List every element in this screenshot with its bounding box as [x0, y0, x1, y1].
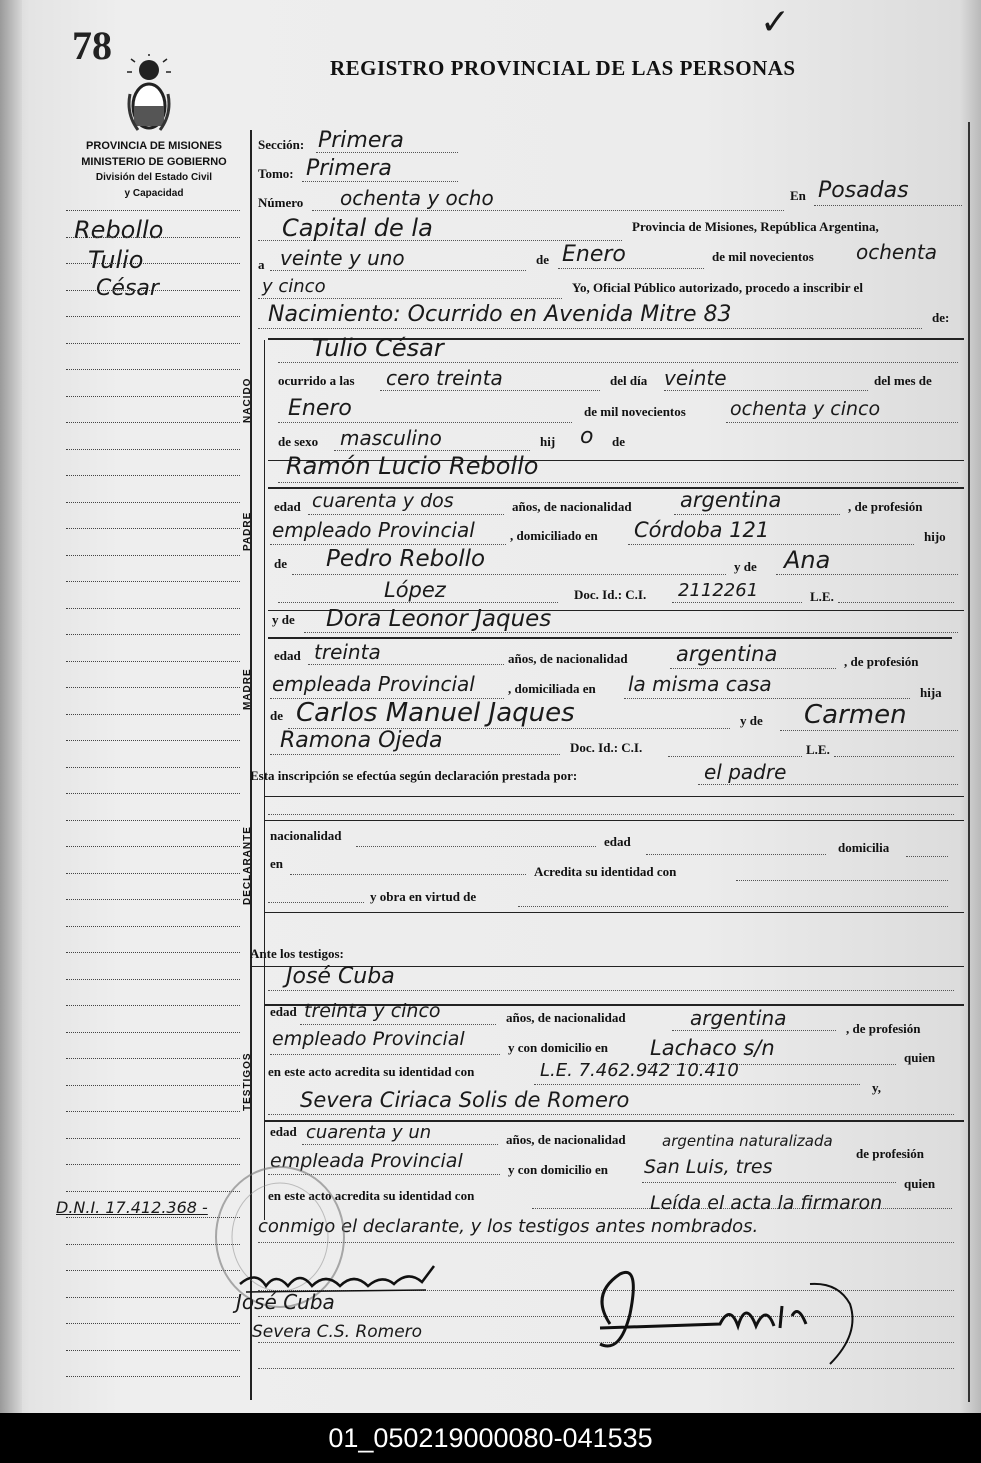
nacido-sexo-line	[334, 450, 530, 451]
margin-ruled-line	[66, 952, 240, 953]
declarante-virtud-label: y obra en virtud de	[370, 889, 477, 904]
margin-ruled-line	[66, 608, 240, 609]
declarante-nombre-line	[268, 814, 954, 815]
nacido-hora-line	[380, 390, 600, 391]
padre-madre-de: Ana	[784, 546, 831, 574]
declarante-virtud-line-2	[518, 906, 948, 907]
padre-nac-label: años, de nacionalidad	[512, 499, 632, 514]
testigo1-dom-label: y con domicilio en	[508, 1040, 609, 1055]
madre-edad-label: edad	[274, 648, 301, 663]
declarante-acredita-line	[736, 880, 948, 881]
margin-surname: Rebollo	[74, 216, 164, 244]
testigo2-edad-label: edad	[270, 1124, 297, 1139]
padre-padre-de: Pedro Rebollo	[326, 546, 486, 572]
testigo1-acredita-label: en este acto acredita su identidad con	[268, 1064, 475, 1079]
margin-ruled-line	[66, 1323, 240, 1324]
madre-y-de-label: y de	[272, 612, 295, 627]
margin-ruled-line	[66, 1085, 240, 1086]
declaracion-value: el padre	[704, 760, 787, 784]
signature-oficial-icon	[570, 1254, 870, 1374]
declarante-nac-label: nacionalidad	[270, 828, 342, 843]
padre-edad-label: edad	[274, 499, 301, 514]
section-nacido: NACIDO	[242, 377, 253, 423]
margin-ruled-line	[66, 581, 240, 582]
margin-name-1: Tulio	[88, 246, 144, 274]
testigo2-prof: empleada Provincial	[270, 1150, 463, 1172]
section-madre: MADRE	[242, 668, 253, 710]
testigo1-prof-label: , de profesión	[846, 1021, 921, 1036]
oficial-text: Yo, Oficial Público autorizado, procedo a inscribir el	[572, 280, 863, 295]
padre-edad-value: cuarenta y dos	[312, 490, 454, 512]
nacido-mes-line	[278, 422, 572, 423]
testigo1-edad: treinta y cinco	[304, 1000, 441, 1022]
fecha-de-label: de	[536, 252, 549, 267]
madre-doc-line	[668, 756, 802, 757]
fecha-mes-line	[558, 268, 704, 269]
padre-doc-value: 2112261	[678, 580, 759, 601]
nacido-sexo-label: de sexo	[278, 434, 319, 449]
fecha-dia-line	[270, 270, 526, 271]
testigo2-quien-label: quien	[904, 1176, 936, 1191]
padre-dom-value: Córdoba 121	[634, 518, 770, 542]
declarante-en-label: en	[270, 856, 283, 871]
nacido-de-label: de	[612, 434, 625, 449]
madre-madrede2-line	[270, 754, 560, 755]
nacido-mes-value: Enero	[288, 396, 352, 421]
declarante-edad-label: edad	[604, 834, 631, 849]
madre-hija-label: hija	[920, 685, 942, 700]
margin-name-2: César	[96, 276, 159, 301]
padre-le-line	[838, 602, 954, 603]
padre-prof-line	[270, 544, 506, 545]
footer-barcode-text: 01_050219000080-041535	[0, 1413, 981, 1463]
numero-value: ochenta y ocho	[340, 186, 494, 210]
madre-de-label: de	[270, 708, 283, 723]
padre-madre-de-2: López	[384, 578, 446, 602]
margin-ruled-line	[66, 475, 240, 476]
cierre-line-2: conmigo el declarante, y los testigos antes nombrados.	[258, 1216, 759, 1237]
testigo1-prof: empleado Provincial	[272, 1028, 465, 1050]
padre-le-label: L.E.	[810, 589, 834, 604]
acta-value: Nacimiento: Ocurrido en Avenida Mitre 83	[268, 302, 732, 327]
testigo1-prof-line	[270, 1054, 500, 1055]
madre-nombre: Dora Leonor Jaques	[326, 606, 552, 632]
madre-y-de2-label: y de	[740, 713, 763, 728]
margin-ruled-line	[66, 1058, 240, 1059]
issuer-line-1: PROVINCIA DE MISIONES	[86, 140, 222, 152]
coat-of-arms-icon	[126, 54, 172, 136]
issuer-block	[60, 138, 248, 202]
margin-ruled-line	[66, 820, 240, 821]
margin-ruled-line	[66, 740, 240, 741]
margin-ruled-line	[66, 237, 240, 238]
margin-ruled-line	[66, 502, 240, 503]
madre-le-line	[834, 756, 954, 757]
declaracion-line	[698, 784, 958, 785]
madre-nombre-line	[304, 632, 958, 633]
acta-line	[258, 328, 922, 329]
testigo1-edad-label: edad	[270, 1004, 297, 1019]
rule-padre-name	[268, 487, 964, 489]
padre-hijo-label: hijo	[924, 529, 946, 544]
tomo-line	[302, 181, 458, 182]
padre-dom-label: , domiciliado en	[510, 528, 598, 543]
rule-declarante-top	[264, 796, 964, 797]
fecha-mes-value: Enero	[562, 242, 626, 267]
numero-line	[312, 210, 784, 211]
madre-doc-label: Doc. Id.: C.I.	[570, 740, 643, 755]
testigo2-dom-label: y con domicilio en	[508, 1162, 609, 1177]
provincia-text: Provincia de Misiones, República Argentina,	[632, 219, 879, 234]
madre-prof-value: empleada Provincial	[272, 672, 475, 696]
seccion-label: Sección:	[258, 137, 305, 152]
padre-nombre: Ramón Lucio Rebollo	[286, 452, 539, 480]
padre-doc-line	[672, 602, 802, 603]
testigo1-nac-line	[672, 1030, 836, 1031]
fecha-a-label: a	[258, 257, 265, 272]
fecha-dia-value: veinte y uno	[280, 246, 405, 270]
margin-ruled-line	[66, 979, 240, 980]
nacido-nombre-line	[278, 362, 958, 363]
fecha-anio-value: ochenta	[856, 240, 937, 264]
testigo1-nombre-line	[268, 990, 954, 991]
margin-ruled-line	[66, 714, 240, 715]
testigo1-dom: Lachaco s/n	[650, 1036, 775, 1060]
nacido-sexo-value: masculino	[340, 426, 442, 450]
margin-ruled-line	[66, 687, 240, 688]
firma-testigo-1: José Cuba	[236, 1290, 335, 1314]
margin-ruled-line	[66, 899, 240, 900]
issuer-line-3: División del Estado Civil	[95, 172, 213, 183]
declarante-dom-label: domicilia	[838, 840, 890, 855]
madre-madre-de-2: Ramona Ojeda	[280, 728, 443, 753]
declarante-virtud-line-1	[268, 902, 364, 903]
margin-ruled-line	[66, 422, 240, 423]
padre-nac-line	[674, 514, 840, 515]
margin-ruled-line	[66, 846, 240, 847]
fecha-anio-label: de mil novecientos	[712, 249, 814, 264]
margin-ruled-line	[66, 528, 240, 529]
nacido-anio-line	[726, 422, 958, 423]
testigo2-prof-label: de profesión	[856, 1146, 925, 1161]
margin-ruled-line	[66, 926, 240, 927]
madre-madre-de: Carmen	[804, 700, 907, 730]
en-value: Posadas	[818, 178, 909, 203]
margin-ruled-line	[66, 767, 240, 768]
margin-ruled-line	[66, 634, 240, 635]
testigo2-nac: argentina naturalizada	[662, 1132, 833, 1150]
madre-dom-value: la misma casa	[628, 672, 772, 696]
nacido-nombre: Tulio César	[312, 334, 444, 362]
margin-ruled-line	[66, 1032, 240, 1033]
margin-ruled-line	[66, 1005, 240, 1006]
section-testigos: TESTIGOS	[242, 1052, 253, 1112]
testigo2-nombre-line	[268, 1114, 954, 1115]
margin-ruled-line	[66, 555, 240, 556]
page-edge	[0, 0, 22, 1413]
margin-ruled-line	[66, 396, 240, 397]
padre-madrede-line	[776, 574, 958, 575]
declarante-acredita-label: Acredita su identidad con	[534, 864, 677, 879]
madre-nac-value: argentina	[676, 642, 778, 666]
nacido-hij-value: o	[580, 424, 594, 449]
padre-doc-label: Doc. Id.: C.I.	[574, 587, 647, 602]
nacido-mes-label: del mes de	[874, 373, 932, 388]
madre-edad-line	[308, 664, 504, 665]
nacido-dia-value: veinte	[664, 366, 727, 390]
testigos-ante-label: Ante los testigos:	[250, 946, 344, 961]
seccion-value: Primera	[318, 128, 404, 153]
madre-nac-line	[670, 668, 836, 669]
section-padre: PADRE	[242, 511, 253, 551]
declarante-edad-line	[646, 854, 826, 855]
margin-ruled-line	[66, 263, 240, 264]
testigo2-dom: San Luis, tres	[644, 1156, 773, 1178]
margin-ruled-line	[66, 793, 240, 794]
margin-ruled-line	[66, 1350, 240, 1351]
margin-ruled-line	[66, 343, 240, 344]
madre-madrede-line	[780, 730, 958, 731]
nacido-hora-value: cero treinta	[386, 366, 503, 390]
padre-prof-label: , de profesión	[848, 499, 923, 514]
testigo1-nombre: José Cuba	[286, 964, 395, 989]
testigo2-dom-line	[642, 1182, 896, 1183]
padre-y-de-label: y de	[734, 559, 757, 574]
margin-dni: D.N.I. 17.412.368 -	[56, 1198, 208, 1217]
section-declarante: DECLARANTE	[242, 826, 253, 906]
madre-prof-label: , de profesión	[844, 654, 919, 669]
testigo2-nombre: Severa Ciriaca Solis de Romero	[300, 1088, 630, 1112]
rule-declarante-name	[264, 820, 964, 821]
issuer-line-4: y Capacidad	[124, 188, 184, 199]
fecha-anio-value-2: y cinco	[262, 276, 326, 297]
madre-dom-line	[624, 698, 910, 699]
nacido-anio-value: ochenta y cinco	[730, 398, 881, 420]
testigo1-nac: argentina	[690, 1006, 787, 1030]
cierre-line-1: Leída el acta la firmaron	[650, 1192, 883, 1214]
tomo-value: Primera	[306, 156, 392, 181]
padre-madrede2-line	[278, 602, 558, 603]
rule-declarante-bottom	[264, 912, 964, 913]
numero-label: Número	[258, 195, 304, 210]
margin-ruled-line	[66, 290, 240, 291]
margin-ruled-line	[66, 661, 240, 662]
nacido-hij-label: hij	[540, 434, 556, 449]
margin-ruled-line	[66, 1138, 240, 1139]
nacido-dia-label: del día	[610, 373, 648, 388]
margin-ruled-line	[66, 210, 240, 211]
testigo-y-label: y,	[872, 1080, 882, 1095]
firma-testigo-2: Severa C.S. Romero	[252, 1322, 423, 1342]
testigo1-edad-line	[300, 1024, 496, 1025]
fecha-anio-line	[258, 298, 562, 299]
testigo2-nac-label: años, de nacionalidad	[506, 1132, 626, 1147]
margin-ruled-line	[66, 449, 240, 450]
madre-nac-label: años, de nacionalidad	[508, 651, 628, 666]
madre-dom-label: , domiciliada en	[508, 681, 596, 696]
rule-madre-name	[268, 637, 952, 639]
acta-de-label: de:	[932, 310, 950, 325]
madre-edad-value: treinta	[314, 640, 381, 664]
padre-prof-value: empleado Provincial	[272, 518, 475, 542]
padre-nac-value: argentina	[680, 488, 782, 512]
padre-nombre-line	[278, 482, 958, 483]
page-number: 78	[72, 23, 112, 68]
margin-ruled-line	[66, 316, 240, 317]
en-label: En	[790, 188, 806, 203]
cierre-line-rule	[258, 1242, 954, 1243]
frame-right-line	[968, 122, 970, 1402]
ciudad-value: Capital de la	[282, 214, 433, 242]
declarante-en-line	[290, 874, 526, 875]
issuer-line-2: MINISTERIO DE GOBIERNO	[81, 156, 227, 168]
padre-edad-line	[308, 514, 504, 515]
nacido-hora-label: ocurrido a las	[278, 373, 355, 388]
en-line	[814, 205, 962, 206]
padre-dom-line	[628, 544, 914, 545]
testigo1-doc-line	[534, 1084, 860, 1085]
padre-padrede-line	[292, 574, 726, 575]
madre-le-label: L.E.	[806, 742, 830, 757]
testigo2-acredita-label: en este acto acredita su identidad con	[268, 1188, 475, 1203]
testigo2-edad-line	[302, 1144, 498, 1145]
testigo1-nac-label: años, de nacionalidad	[506, 1010, 626, 1025]
testigo1-quien-label: quien	[904, 1050, 936, 1065]
margin-ruled-line	[66, 1376, 240, 1377]
testigo1-doc: L.E. 7.462.942 10.410	[540, 1060, 739, 1081]
testigo2-edad: cuarenta y un	[306, 1122, 432, 1143]
margin-ruled-line	[66, 369, 240, 370]
margin-ruled-line	[66, 873, 240, 874]
padre-de-label: de	[274, 556, 287, 571]
nacido-dia-line	[664, 390, 868, 391]
declaracion-text: Esta inscripción se efectúa según declaración prestada por:	[250, 768, 578, 783]
tomo-label: Tomo:	[258, 166, 294, 181]
madre-padre-de: Carlos Manuel Jaques	[296, 698, 575, 728]
nacido-anio-label: de mil novecientos	[584, 404, 686, 419]
check-mark: ✓	[760, 2, 791, 43]
margin-ruled-line	[66, 1111, 240, 1112]
document-title: REGISTRO PROVINCIAL DE LAS PERSONAS	[330, 56, 796, 80]
declarante-dom-line	[906, 856, 948, 857]
declarante-nac-line	[356, 846, 596, 847]
